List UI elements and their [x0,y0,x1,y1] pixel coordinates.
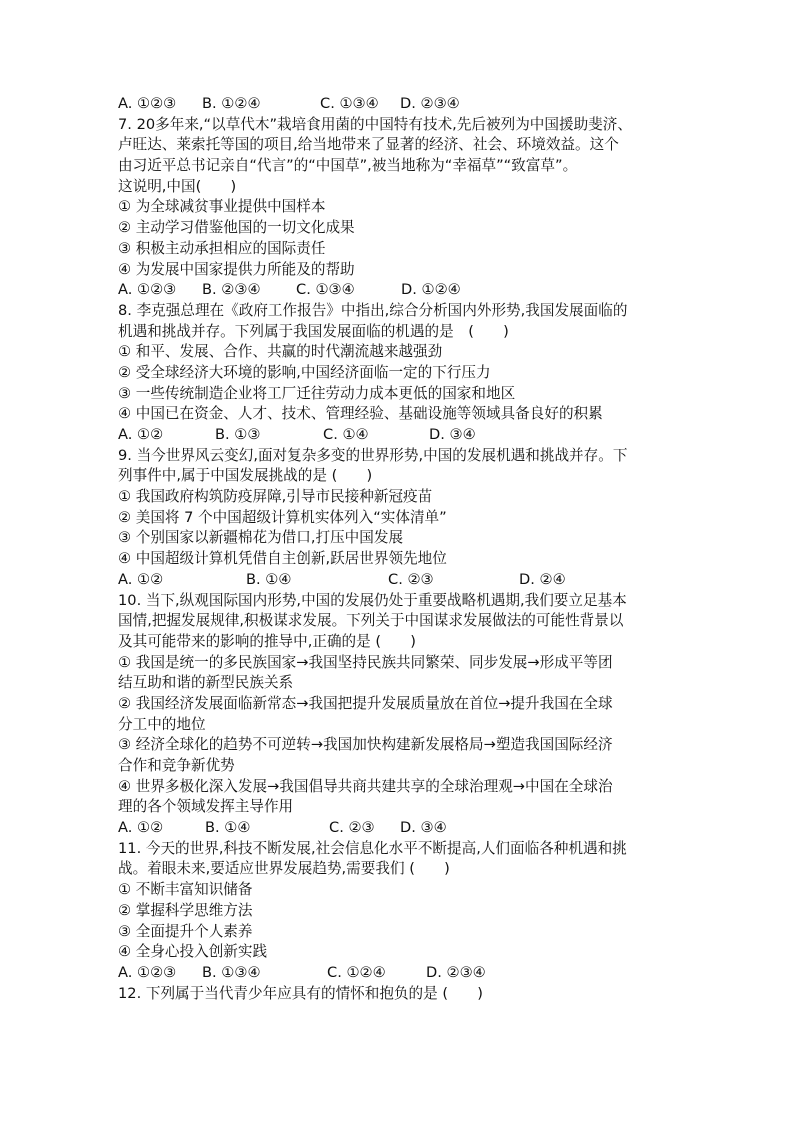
text-line: ② 掌握科学思维方法 [118,901,253,919]
text-line: ④ 世界多极化深入发展→我国倡导共商共建共享的全球治理观→中国在全球治 [118,777,613,795]
text-line: 理的各个领域发挥主导作用 [118,798,294,816]
text-line: ③ 积极主动承担相应的国际责任 [118,239,326,257]
text-line: ③ 经济全球化的趋势不可逆转→我国加快构建新发展格局→塑造我国国际经济 [118,736,613,754]
text-line: 12. 下列属于当代青少年应具有的情怀和抱负的是 ( ) [118,984,483,1002]
answer-option: B. ①③④ [202,963,261,981]
answer-option: D. ②④ [519,570,566,588]
answer-option: D. ②③④ [426,963,486,981]
text-line: 分工中的地位 [118,715,206,733]
answer-option: C. ①④ [323,426,369,443]
text-line: 11. 今天的世界,科技不断发展,社会信息化水平不断提高,人们面临各种机遇和挑 [118,839,627,857]
text-line: ③ 个别国家以新疆棉花为借口,打压中国发展 [118,529,404,547]
answer-option: D. ①②④ [401,281,461,299]
text-line: ① 和平、发展、合作、共赢的时代潮流越来越强劲 [118,343,443,361]
text-line: 7. 20多年来,“以草代木”栽培食用菌的中国特有技术,先后被列为中国援助斐济、 [118,115,632,133]
text-line: 10. 当下,纵观国际国内形势,中国的发展仍处于重要战略机遇期,我们要立足基本 [118,591,627,609]
text-line: ① 为全球减贫事业提供中国样本 [118,198,326,216]
answer-option: C. ①③④ [320,95,379,112]
answer-options-row [118,818,688,839]
text-line: ③ 全面提升个人素养 [118,922,253,940]
text-line: 结互助和谐的新型民族关系 [118,674,294,692]
text-line: ④ 中国超级计算机凭借自主创新,跃居世界领先地位 [118,550,447,568]
answer-option: A. ①② [118,426,164,443]
answer-option: A. ①② [118,570,164,588]
answer-option: C. ①②④ [327,963,386,981]
text-line: ④ 为发展中国家提供力所能及的帮助 [118,260,355,278]
answer-options-row [118,94,688,115]
answer-option: B. ①④ [205,819,251,837]
text-line: 这说明,中国( ) [118,177,237,195]
text-line: 国情,把握发展规律,积极谋求发展。下列关于中国谋求发展做法的可能性背景以 [118,612,624,630]
answer-options-row [118,963,688,984]
text-line: 8. 李克强总理在《政府工作报告》中指出,综合分析国内外形势,我国发展面临的 [118,301,628,319]
answer-option: B. ①④ [246,570,292,588]
text-line: 机遇和挑战并存。下列属于我国发展面临的机遇的是 ( ) [118,322,509,340]
text-line: 战。着眼未来,要适应世界发展趋势,需要我们 ( ) [118,860,450,878]
answer-option: B. ②③④ [202,281,261,299]
answer-option: C. ①③④ [296,281,355,299]
text-line: 及其可能带来的影响的推导中,正确的是 ( ) [118,632,416,650]
answer-option: C. ②③ [329,819,375,837]
answer-option: B. ①③ [215,426,261,443]
text-line: ① 我国是统一的多民族国家→我国坚持民族共同繁荣、同步发展→形成平等团 [118,653,613,671]
answer-option: D. ②③④ [400,95,460,112]
answer-option: A. ①② [118,819,164,837]
text-line: ② 美国将 7 个中国超级计算机实体列入“实体清单” [118,508,447,526]
text-line: ③ 一些传统制造企业将工厂迁往劳动力成本更低的国家和地区 [118,384,516,402]
text-line: ④ 全身心投入创新实践 [118,943,268,961]
answer-option: D. ③④ [429,426,476,443]
answer-options-row [118,570,688,591]
text-line: 卢旺达、莱索托等国的项目,给当地带来了显著的经济、社会、环境效益。这个 [118,136,619,154]
text-line: ① 不断丰富知识储备 [118,881,253,899]
answer-options-row [118,425,688,446]
exam-page [118,94,688,1004]
text-line: 由习近平总书记亲自“代言”的“中国草”,被当地称为“幸福草”“致富草”。 [118,157,578,175]
text-line: ④ 中国已在资金、人才、技术、管理经验、基础设施等领域具备良好的积累 [118,405,603,423]
answer-option: D. ③④ [400,819,447,837]
text-line: ② 我国经济发展面临新常态→我国把提升发展质量放在首位→提升我国在全球 [118,694,613,712]
answer-options-row [118,280,688,301]
text-line: 9. 当今世界风云变幻,面对复杂多变的世界形势,中国的发展机遇和挑战并存。下 [118,446,628,464]
text-line: ② 主动学习借鉴他国的一切文化成果 [118,219,355,237]
text-line: 列事件中,属于中国发展挑战的是 ( ) [118,467,373,485]
answer-option: A. ①②③ [118,281,177,299]
text-line: ① 我国政府构筑防疫屏障,引导市民接种新冠疫苗 [118,488,433,506]
text-line: ② 受全球经济大环境的影响,中国经济面临一定的下行压力 [118,363,491,381]
answer-option: C. ②③ [388,570,434,588]
answer-option: A. ①②③ [118,963,177,981]
answer-option: A. ①②③ [118,95,177,112]
text-line: 合作和竞争新优势 [118,757,235,774]
answer-option: B. ①②④ [202,95,261,112]
